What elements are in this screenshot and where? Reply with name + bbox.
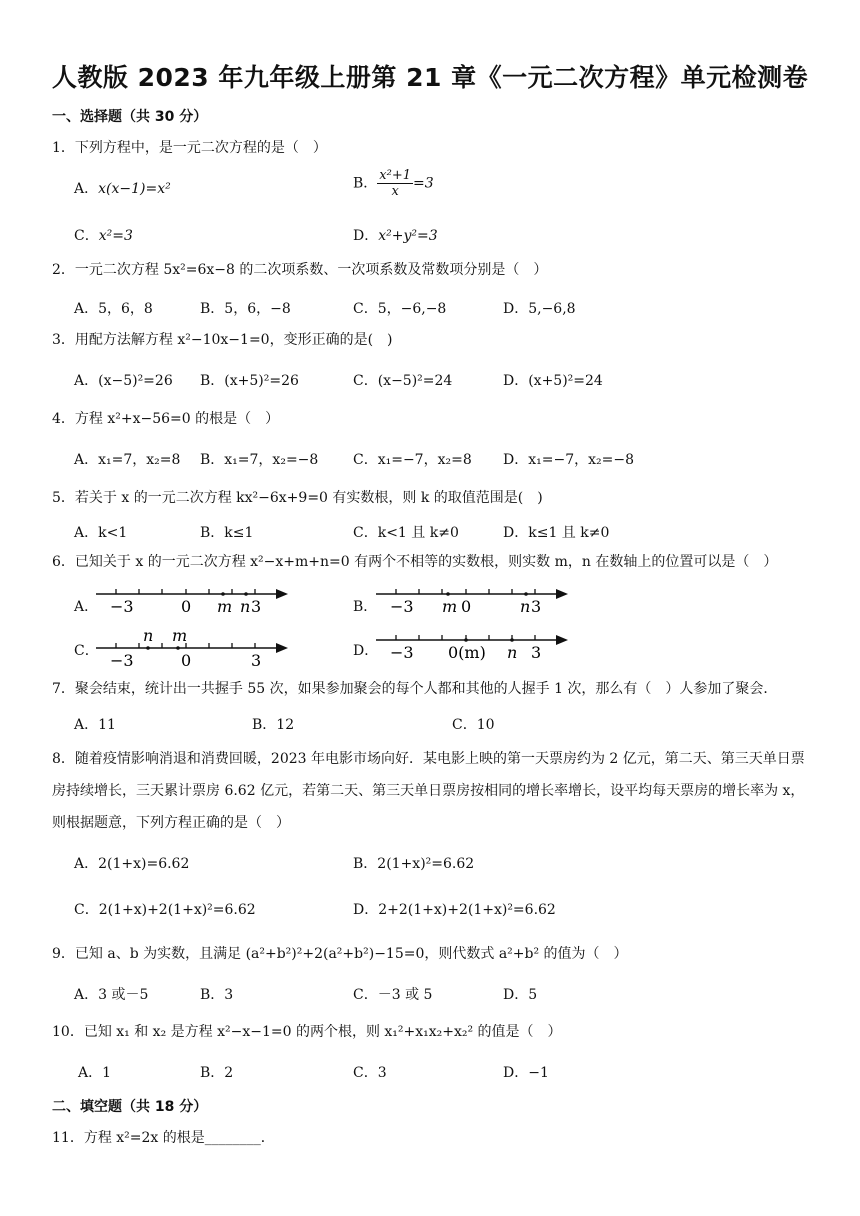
question-5-stem: 5．若关于 x 的一元二次方程 kx²−6x+9=0 有实数根，则 k 的取值范围是( ) bbox=[52, 490, 543, 506]
axis-label-neg3: −3 bbox=[390, 643, 414, 662]
question-6-number-line-b bbox=[376, 578, 576, 618]
question-6-option-b-label: B． bbox=[353, 599, 378, 615]
question-1-stem: 1．下列方程中，是一元二次方程的是（ ） bbox=[52, 140, 327, 156]
question-3-option-c: C．(x−5)²=24 bbox=[353, 373, 453, 389]
question-10-option-d: D．−1 bbox=[503, 1065, 549, 1081]
question-7-option-b: B．12 bbox=[252, 717, 295, 733]
axis-label-m: m bbox=[217, 597, 233, 616]
axis-label-zero: 0 bbox=[181, 651, 192, 670]
question-4-option-d: D．x₁=−7，x₂=−8 bbox=[503, 452, 634, 468]
option-text: x²+y²=3 bbox=[378, 228, 438, 244]
question-6-option-c-label: C． bbox=[74, 643, 99, 659]
fraction-numerator: x²+1 bbox=[379, 168, 412, 183]
question-1-option-a bbox=[74, 178, 171, 198]
question-7-stem: 7．聚会结束，统计出一共握手 55 次，如果参加聚会的每个人都和其他的人握手 1 次，那么有（ ）人参加了聚会． bbox=[52, 681, 778, 697]
axis-label-m: m bbox=[172, 626, 188, 645]
axis-label-m: m bbox=[442, 597, 458, 616]
question-4-option-a: A．x₁=7，x₂=8 bbox=[74, 452, 181, 468]
question-3-option-b: B．(x+5)²=26 bbox=[200, 373, 299, 389]
option-label: D． bbox=[353, 228, 379, 244]
axis-label-n: n bbox=[240, 597, 251, 616]
section-heading-choice: 一、选择题（共 30 分） bbox=[52, 109, 208, 125]
option-text: =3 bbox=[413, 175, 434, 192]
question-5-option-a: A．k<1 bbox=[74, 525, 128, 541]
option-label: A． bbox=[74, 181, 99, 197]
axis-label-zero: 0 bbox=[461, 597, 472, 616]
question-3-option-a: A．(x−5)²=26 bbox=[74, 373, 173, 389]
section-heading-fill: 二、填空题（共 18 分） bbox=[52, 1099, 208, 1115]
question-6-stem: 6．已知关于 x 的一元二次方程 x²−x+m+n=0 有两个不相等的实数根，则实数 m，n 在数轴上的位置可以是（ ） bbox=[52, 554, 778, 570]
question-5-option-c: C．k<1 且 k≠0 bbox=[353, 525, 459, 541]
question-5-option-b: B．k≤1 bbox=[200, 525, 254, 541]
question-10-option-a: A．1 bbox=[78, 1065, 112, 1081]
axis-label-three: 3 bbox=[531, 597, 542, 616]
question-8-stem: 8．随着疫情影响消退和消费回暖，2023 年电影市场向好．某电影上映的第一天票房约为 2 亿元，第二天、第三天单日票房持续增长，三天累计票房 6.62 亿元，若第二天、第三天单日票房按相同的增长率增长，设平均每天票房的增长率为 x，则根据题意，下列方程正确的是（ ） bbox=[52, 751, 805, 831]
question-10-option-c: C．3 bbox=[353, 1065, 387, 1081]
axis-label-n: n bbox=[507, 643, 518, 662]
question-3-option-d: D．(x+5)²=24 bbox=[503, 373, 603, 389]
question-6-number-line-d bbox=[376, 624, 576, 668]
question-2-option-c: C．5，−6,−8 bbox=[353, 301, 447, 317]
question-10-stem: 10．已知 x₁ 和 x₂ 是方程 x²−x−1=0 的两个根，则 x₁²+x₁x₂+x₂² 的值是（ ） bbox=[52, 1024, 562, 1040]
axis-label-neg3: −3 bbox=[110, 651, 134, 670]
question-4-option-c: C．x₁=−7，x₂=8 bbox=[353, 452, 472, 468]
fraction bbox=[377, 168, 413, 199]
option-label: B． bbox=[353, 175, 378, 192]
page-title: 人教版 2023 年九年级上册第 21 章《一元二次方程》单元检测卷 bbox=[51, 63, 809, 92]
question-11-stem: 11．方程 x²=2x 的根是________． bbox=[52, 1130, 275, 1146]
question-4-option-b: B．x₁=7，x₂=−8 bbox=[200, 452, 319, 468]
question-2-option-a: A．5，6，8 bbox=[74, 301, 153, 317]
question-6-option-a-label: A． bbox=[74, 599, 99, 615]
question-2-stem: 2．一元二次方程 5x²=6x−8 的二次项系数、一次项系数及常数项分别是（ ） bbox=[52, 262, 548, 278]
axis-label-three: 3 bbox=[251, 651, 262, 670]
axis-label-zero-m: 0(m) bbox=[448, 643, 486, 662]
axis-label-neg3: −3 bbox=[110, 597, 134, 616]
question-9-option-a: A．3 或－5 bbox=[74, 987, 149, 1003]
axis-label-n: n bbox=[520, 597, 531, 616]
question-9-option-d: D．5 bbox=[503, 987, 538, 1003]
question-4-stem: 4．方程 x²+x−56=0 的根是（ ） bbox=[52, 411, 280, 427]
question-6-option-d-label: D． bbox=[353, 643, 379, 659]
option-label: C． bbox=[74, 228, 99, 244]
question-8-option-d: D．2+2(1+x)+2(1+x)²=6.62 bbox=[353, 902, 556, 918]
axis-label-neg3: −3 bbox=[390, 597, 414, 616]
question-8-option-a: A．2(1+x)=6.62 bbox=[74, 856, 190, 872]
question-8-option-b: B．2(1+x)²=6.62 bbox=[353, 856, 475, 872]
question-2-option-d: D．5,−6,8 bbox=[503, 301, 576, 317]
question-5-option-d: D．k≤1 且 k≠0 bbox=[503, 525, 610, 541]
question-3-stem: 3．用配方法解方程 x²−10x−1=0，变形正确的是( ) bbox=[52, 332, 393, 348]
option-text: x²=3 bbox=[98, 228, 133, 244]
fraction-denominator: x bbox=[391, 184, 399, 199]
axis-label-zero: 0 bbox=[181, 597, 192, 616]
question-7-option-c: C．10 bbox=[452, 717, 495, 733]
question-2-option-b: B．5，6，−8 bbox=[200, 301, 291, 317]
question-9-stem: 9．已知 a、b 为实数，且满足 (a²+b²)²+2(a²+b²)−15=0，则代数式 a²+b² 的值为（ ） bbox=[52, 946, 628, 962]
axis-label-three: 3 bbox=[531, 643, 542, 662]
question-8-option-c: C．2(1+x)+2(1+x)²=6.62 bbox=[74, 902, 256, 918]
question-1-option-d bbox=[353, 225, 438, 245]
axis-label-n: n bbox=[143, 626, 154, 645]
question-1-option-b bbox=[353, 168, 434, 199]
option-text: x(x−1)=x² bbox=[98, 181, 171, 197]
question-10-option-b: B．2 bbox=[200, 1065, 234, 1081]
question-9-option-b: B．3 bbox=[200, 987, 234, 1003]
question-9-option-c: C．－3 或 5 bbox=[353, 987, 433, 1003]
question-6-number-line-a bbox=[96, 578, 296, 618]
question-7-option-a: A．11 bbox=[74, 717, 116, 733]
axis-label-three: 3 bbox=[251, 597, 262, 616]
question-1-option-c bbox=[74, 225, 133, 245]
question-6-number-line-c bbox=[96, 626, 296, 670]
